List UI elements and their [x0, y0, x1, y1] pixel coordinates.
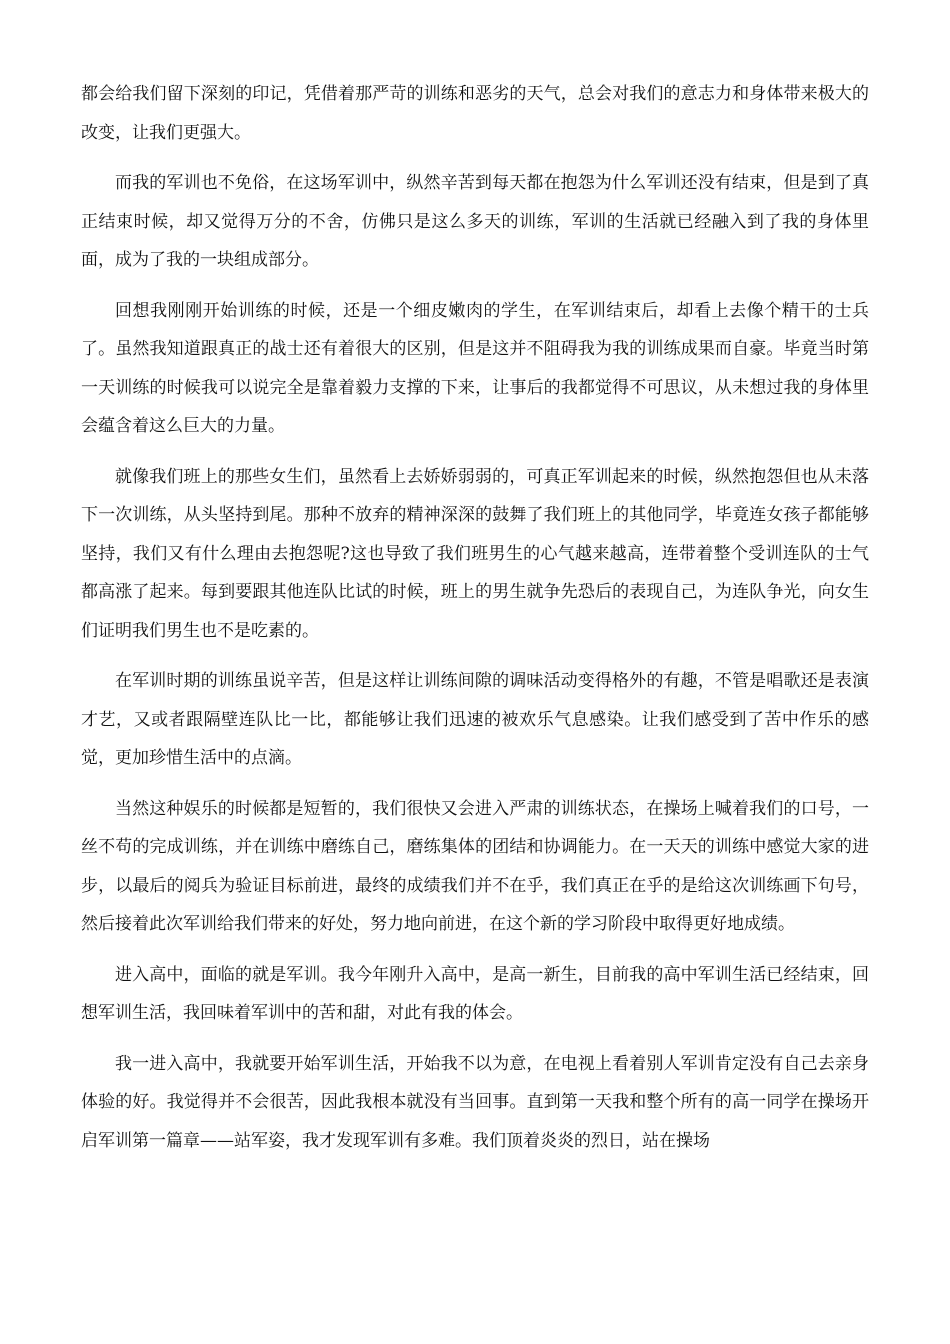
document-body	[81, 75, 869, 1172]
paragraph-5: 在军训时期的训练虽说辛苦，但是这样让训练间隙的调味活动变得格外的有趣，不管是唱歌还是表演才艺，又或者跟隔壁连队比一比，都能够让我们迅速的被欢乐气息感染。让我们感受到了苦中作乐的感觉，更加珍惜生活中的点滴。	[81, 671, 869, 768]
paragraph-7: 进入高中，面临的就是军训。我今年刚升入高中，是高一新生，目前我的高中军训生活已经结束，回想军训生活，我回味着军训中的苦和甜，对此有我的体会。	[81, 964, 869, 1023]
paragraph-8: 我一进入高中，我就要开始军训生活，开始我不以为意，在电视上看着别人军训肯定没有自己去亲身体验的好。我觉得并不会很苦，因此我根本就没有当回事。直到第一天我和整个所有的高一同学在操场开启军训第一篇章——站军姿，我才发现军训有多难。我们顶着炎炎的烈日，站在操场	[81, 1053, 869, 1151]
paragraph-2: 而我的军训也不免俗，在这场军训中，纵然辛苦到每天都在抱怨为什么军训还没有结束，但是到了真正结束时候，却又觉得万分的不舍，仿佛只是这么多天的训练，军训的生活就已经融入到了我的身体里面，成为了我的一块组成部分。	[81, 173, 869, 270]
paragraph-1: 都会给我们留下深刻的印记，凭借着那严苛的训练和恶劣的天气，总会对我们的意志力和身体带来极大的改变，让我们更强大。	[81, 84, 869, 143]
paragraph-3: 回想我刚刚开始训练的时候，还是一个细皮嫩肉的学生，在军训结束后，却看上去像个精干的士兵了。虽然我知道跟真正的战士还有着很大的区别，但是这并不阻碍我为我的训练成果而自豪。毕竟当时第一天训练的时候我可以说完全是靠着毅力支撑的下来，让事后的我都觉得不可思议，从未想过我的身体里会蕴含着这么巨大的力量。	[81, 300, 869, 436]
paragraph-6: 当然这种娱乐的时候都是短暂的，我们很快又会进入严肃的训练状态，在操场上喊着我们的口号，一丝不苟的完成训练，并在训练中磨练自己，磨练集体的团结和协调能力。在一天天的训练中感觉大家的进步，以最后的阅兵为验证目标前进，最终的成绩我们并不在乎，我们真正在乎的是给这次训练画下句号，然后接着此次军训给我们带来的好处，努力地向前进，在这个新的学习阶段中取得更好地成绩。	[81, 798, 869, 934]
paragraph-4: 就像我们班上的那些女生们，虽然看上去娇娇弱弱的，可真正军训起来的时候，纵然抱怨但也从未落下一次训练，从头坚持到尾。那种不放弃的精神深深的鼓舞了我们班上的其他同学，毕竟连女孩子都能够坚持，我们又有什么理由去抱怨呢?这也导致了我们班男生的心气越来越高，连带着整个受训连队的士气都高涨了起来。每到要跟其他连队比试的时候，班上的男生就争先恐后的表现自己，为连队争光，向女生们证明我们男生也不是吃素的。	[81, 466, 869, 641]
